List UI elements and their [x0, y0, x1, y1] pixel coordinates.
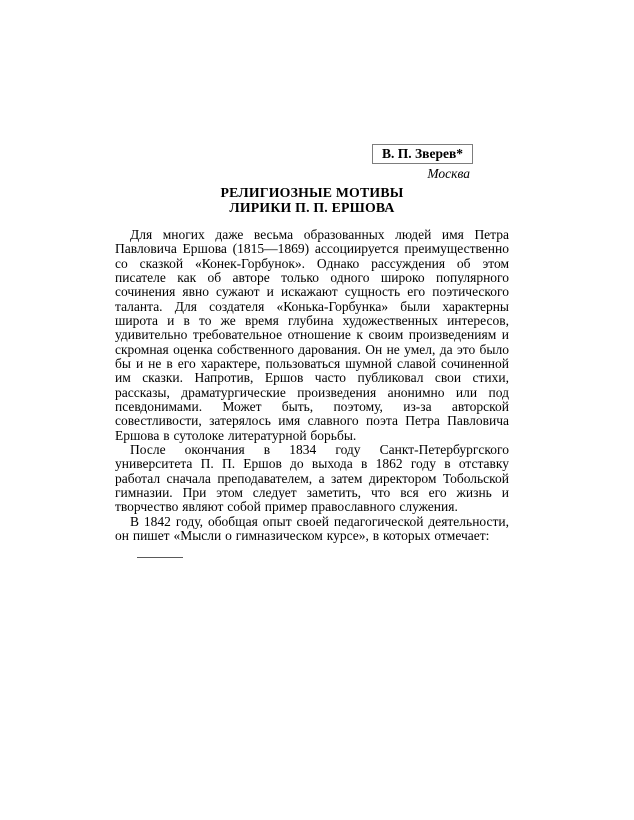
author-row	[115, 144, 509, 164]
footnote-separator	[137, 557, 183, 558]
author-name: В. П. Зверев*	[382, 146, 463, 161]
article-title-line-2: ЛИРИКИ П. П. ЕРШОВА	[229, 199, 395, 215]
paragraph-1: Для многих даже весьма образованных людей имя Петра Павловича Ершова (1815—1869) ассоциируется преимущественно со сказкой «Конек-Горбунок». Однако рассуждения об этом писателе как об авторе только одного широко популярного сочинения явно сужают и искажают сущность его поэтического таланта. Для создателя «Конька-Горбунка» были характерны широта и в то же время глубина художественных интересов, удивительно требовательное отношение к своим произведениям и скромная оценка собственного дарования. Он не умел, да это было бы и не в его характере, пользоваться шумной славой сочиненной им сказки. Напротив, Ершов часто публиковал свои стихи, рассказы, драматургические произведения анонимно или под псевдонимами. Может быть, поэтому, из-за авторской совестливости, затерялось имя славного поэта Петра Павловича Ершова в сутолоке литературной борьбы.	[115, 226, 509, 443]
paragraph-3: В 1842 году, обобщая опыт своей педагогической деятельности, он пишет «Мысли о гимназическом курсе», в которых отмечает:	[115, 513, 509, 544]
paragraph-2: После окончания в 1834 году Санкт-Петербургского университета П. П. Ершов до выхода в 1862 году в отставку работал сначала преподавателем, а затем директором Тобольской гимназии. При этом следует заметить, что вся его жизнь и творчество являют собой пример православного служения.	[115, 442, 509, 515]
article-title	[115, 186, 509, 215]
text-column	[115, 0, 509, 558]
author-city: Москва	[427, 166, 470, 181]
author-name-box	[372, 144, 473, 164]
article-title-line-1: РЕЛИГИОЗНЫЕ МОТИВЫ	[220, 185, 404, 201]
city-row	[115, 167, 509, 181]
